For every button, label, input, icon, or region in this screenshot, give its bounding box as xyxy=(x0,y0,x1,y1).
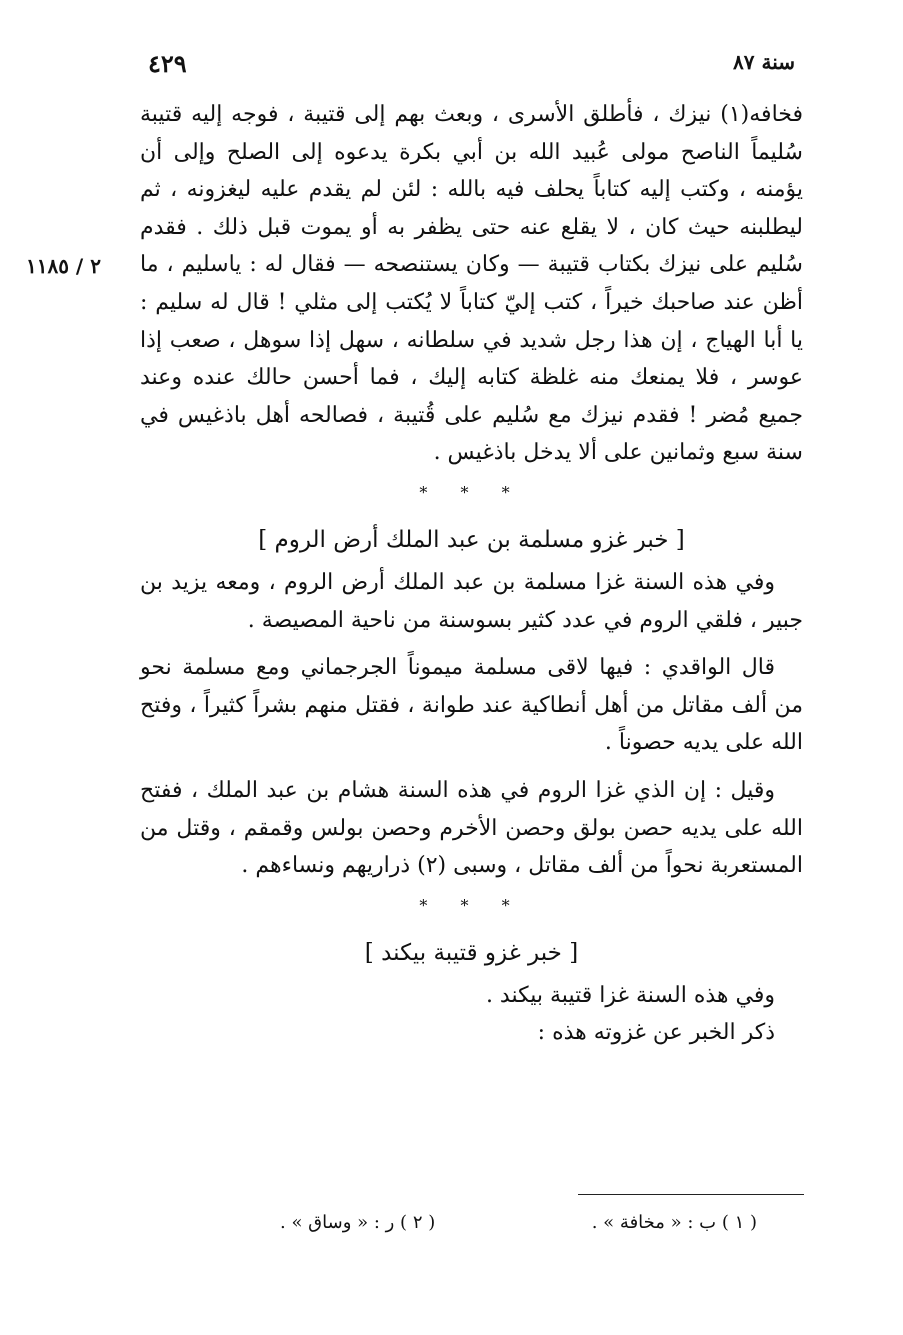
paragraph-waqidi: قال الواقدي : فيها لاقى مسلمة ميموناً الجرجماني ومع مسلمة نحو من ألف مقاتل من أهل أنطاكية عند طوانة ، فقتل منهم بشراً كثيراً ، وفتح الله على يديه حصوناً . xyxy=(140,655,803,756)
main-text xyxy=(140,96,803,1052)
footnote-2: ( ٢ ) ر : « وساق » . xyxy=(280,1212,436,1233)
paragraph-hisham: وقيل : إن الذي غزا الروم في هذه السنة هشام بن عبد الملك ، ففتح الله على يديه حصن بولق وحصن الأخرم وحصن بولس وقمقم ، وقتل من المستعربة نحواً من ألف مقاتل ، وسبى (٢) ذراريهم ونساءهم . xyxy=(140,777,803,879)
paragraph-nizak: فخافه(١) نيزك ، فأطلق الأسرى ، وبعث بهم إلى قتيبة ، فوجه إليه قتيبة سُليماً الناصح مولى عُبيد الله بن أبي بكرة يدعوه إلى الصلح وإلى أن يؤمنه ، وكتب إليه كتاباً يحلف فيه بالله : لئن لم يقدم عليه ليغزونه ، ثم ليطلبنه حيث كان ، لا يقلع عنه حتى يظفر به أو يموت قبل ذلك . فقدم سُليم على نيزك بكتاب قتيبة — وكان يستنصحه — فقال له : ياسليم ، ما أظن عند صاحبك خيراً ، كتب إليّ كتاباً لا يُكتب إلى مثلي ! قال له سليم : يا أبا الهياج ، إن هذا رجل شديد في سلطانه ، سهل إذا سوهل ، صعب إذا عوسر ، فلا يمنعك منه غلظة كتابه إليك ، فما أحسن حالك عنده وعند جميع مُضر ! فقدم نيزك مع سُليم على قُتيبة ، فصالحه أهل باذغيس في سنة سبع وثمانين على ألا يدخل باذغيس . xyxy=(140,102,803,466)
page-number: ٤٢٩ xyxy=(148,49,187,78)
paragraph-maslama-raid: وفي هذه السنة غزا مسلمة بن عبد الملك أرض الروم ، ومعه يزيد بن جبير ، فلقي الروم في عدد كثير بسوسنة من ناحية المصيصة . xyxy=(140,569,803,633)
section-heading-baykand: [ خبر غزو قتيبة بيكند ] xyxy=(364,939,579,966)
margin-reference: ٢ / ١١٨٥ xyxy=(26,254,101,278)
section-separator: * * * xyxy=(419,482,524,502)
paragraph-baykand: وفي هذه السنة غزا قتيبة بيكند . xyxy=(485,982,775,1008)
section-heading-maslama: [ خبر غزو مسلمة بن عبد الملك أرض الروم ] xyxy=(258,526,685,553)
footnotes xyxy=(280,1212,757,1233)
section-separator: * * * xyxy=(419,895,524,915)
running-header-year: سنة ٨٧ xyxy=(733,50,795,74)
footnote-1: ( ١ ) ب : « مخافة » . xyxy=(591,1212,757,1233)
paragraph-report-intro: ذكر الخبر عن غزوته هذه : xyxy=(537,1020,775,1046)
footnote-divider xyxy=(578,1194,804,1195)
